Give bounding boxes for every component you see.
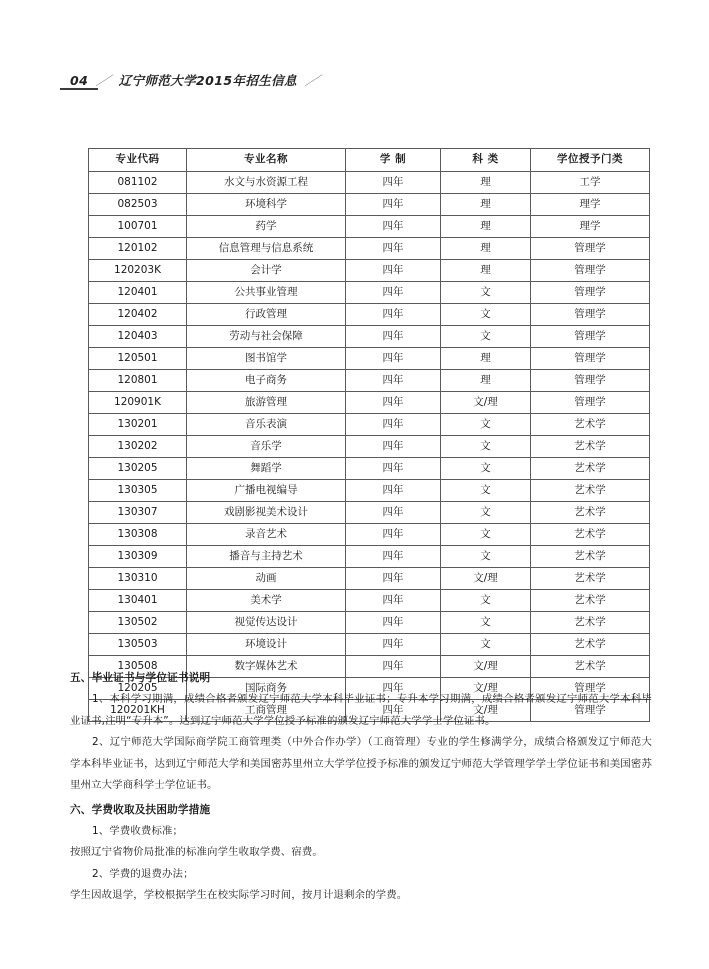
table-row (89, 348, 650, 370)
major-degree: 管理学 (531, 700, 650, 722)
major-length: 四年 (346, 260, 441, 282)
major-type: 理 (441, 216, 531, 238)
major-degree: 管理学 (531, 304, 650, 326)
major-degree: 管理学 (531, 348, 650, 370)
major-code: 130305 (89, 480, 187, 502)
major-name: 舞蹈学 (187, 458, 346, 480)
table-row (89, 634, 650, 656)
table-row (89, 282, 650, 304)
table-row (89, 172, 650, 194)
major-degree: 艺术学 (531, 656, 650, 678)
major-type: 文 (441, 634, 531, 656)
table-row (89, 260, 650, 282)
header-title-group (60, 72, 323, 91)
major-code: 120201KH (89, 700, 187, 722)
majors-table-container (88, 148, 649, 722)
major-name: 会计学 (187, 260, 346, 282)
page-header (60, 58, 660, 90)
section-six-item-2-body: 学生因故退学，学校根据学生在校实际学习时间，按月计退剩余的学费。 (70, 889, 408, 901)
major-type: 文/理 (441, 678, 531, 700)
major-length: 四年 (346, 480, 441, 502)
major-length: 四年 (346, 238, 441, 260)
section-five-item-2: 2、辽宁师范大学国际商学院工商管理类（中外合作办学）（工商管理）专业的学生修满学分，成绩合格颁发辽宁师范大学本科毕业证书，达到辽宁师范大学和美国密苏里州立大学学位授予标准的颁发辽宁师范大学管理学学士学位证书和美国密苏里州立大学商科学士学位证书。 (70, 736, 652, 791)
major-name: 数字媒体艺术 (187, 656, 346, 678)
major-type: 文 (441, 282, 531, 304)
major-code: 130202 (89, 436, 187, 458)
table-row (89, 436, 650, 458)
major-type: 文/理 (441, 392, 531, 414)
major-degree: 管理学 (531, 392, 650, 414)
table-row (89, 326, 650, 348)
section-five-title: 五、毕业证书与学位证书说明 (70, 672, 211, 684)
majors-table (88, 148, 650, 722)
major-type: 文 (441, 458, 531, 480)
column-header-length: 学 制 (346, 149, 441, 172)
major-length: 四年 (346, 172, 441, 194)
major-name: 旅游管理 (187, 392, 346, 414)
major-degree: 管理学 (531, 678, 650, 700)
major-type: 文/理 (441, 568, 531, 590)
major-length: 四年 (346, 282, 441, 304)
major-name: 戏剧影视美术设计 (187, 502, 346, 524)
major-code: 120401 (89, 282, 187, 304)
major-degree: 艺术学 (531, 524, 650, 546)
major-name: 电子商务 (187, 370, 346, 392)
section-six-title: 六、学费收取及扶困助学措施 (70, 803, 211, 816)
major-code: 130502 (89, 612, 187, 634)
table-row (89, 216, 650, 238)
major-name: 图书馆学 (187, 348, 346, 370)
major-type: 文/理 (441, 656, 531, 678)
major-code: 130205 (89, 458, 187, 480)
major-length: 四年 (346, 590, 441, 612)
major-degree: 艺术学 (531, 546, 650, 568)
major-length: 四年 (346, 326, 441, 348)
major-type: 理 (441, 370, 531, 392)
major-name: 视觉传达设计 (187, 612, 346, 634)
major-length: 四年 (346, 502, 441, 524)
section-six-item-1-label: 1、学费收费标准； (92, 824, 184, 837)
table-header-row (89, 149, 650, 172)
major-code: 130503 (89, 634, 187, 656)
major-name: 工商管理 (187, 700, 346, 722)
major-length: 四年 (346, 194, 441, 216)
major-code: 120403 (89, 326, 187, 348)
major-length: 四年 (346, 370, 441, 392)
major-type: 文 (441, 480, 531, 502)
major-length: 四年 (346, 458, 441, 480)
major-type: 文 (441, 502, 531, 524)
major-code: 130309 (89, 546, 187, 568)
table-row (89, 238, 650, 260)
major-degree: 管理学 (531, 282, 650, 304)
major-code: 100701 (89, 216, 187, 238)
major-name: 药学 (187, 216, 346, 238)
section-six-item-2-label: 2、学费的退费办法； (92, 867, 194, 880)
major-length: 四年 (346, 216, 441, 238)
major-code: 120102 (89, 238, 187, 260)
major-name: 信息管理与信息系统 (187, 238, 346, 260)
major-type: 文 (441, 546, 531, 568)
major-degree: 艺术学 (531, 612, 650, 634)
major-code: 130310 (89, 568, 187, 590)
major-code: 120205 (89, 678, 187, 700)
major-length: 四年 (346, 612, 441, 634)
major-degree: 工学 (531, 172, 650, 194)
table-row (89, 304, 650, 326)
major-name: 录音艺术 (187, 524, 346, 546)
major-name: 音乐表演 (187, 414, 346, 436)
major-code: 130307 (89, 502, 187, 524)
page-title: 辽宁师范大学2015年招生信息 (118, 72, 297, 88)
table-row (89, 524, 650, 546)
major-name: 播音与主持艺术 (187, 546, 346, 568)
major-code: 120801 (89, 370, 187, 392)
major-code: 130508 (89, 656, 187, 678)
major-code: 130201 (89, 414, 187, 436)
majors-table-body (89, 172, 650, 722)
table-row (89, 480, 650, 502)
major-name: 广播电视编导 (187, 480, 346, 502)
major-name: 动画 (187, 568, 346, 590)
major-length: 四年 (346, 568, 441, 590)
major-type: 理 (441, 348, 531, 370)
major-length: 四年 (346, 414, 441, 436)
major-code: 120501 (89, 348, 187, 370)
major-name: 水文与水资源工程 (187, 172, 346, 194)
major-name: 音乐学 (187, 436, 346, 458)
major-code: 130308 (89, 524, 187, 546)
major-degree: 艺术学 (531, 436, 650, 458)
table-row (89, 502, 650, 524)
table-row (89, 392, 650, 414)
major-name: 行政管理 (187, 304, 346, 326)
major-type: 理 (441, 172, 531, 194)
table-row (89, 612, 650, 634)
major-degree: 理学 (531, 216, 650, 238)
page-number: 04 (70, 72, 89, 88)
major-length: 四年 (346, 524, 441, 546)
major-length: 四年 (346, 678, 441, 700)
major-code: 082503 (89, 194, 187, 216)
major-name: 国际商务 (187, 678, 346, 700)
major-type: 文 (441, 326, 531, 348)
major-name: 美术学 (187, 590, 346, 612)
document-body (70, 668, 652, 907)
column-header-type: 科 类 (441, 149, 531, 172)
major-degree: 艺术学 (531, 502, 650, 524)
major-type: 理 (441, 260, 531, 282)
major-type: 文 (441, 524, 531, 546)
major-degree: 艺术学 (531, 568, 650, 590)
major-degree: 艺术学 (531, 480, 650, 502)
major-length: 四年 (346, 656, 441, 678)
major-degree: 管理学 (531, 370, 650, 392)
major-code: 130401 (89, 590, 187, 612)
table-row (89, 194, 650, 216)
table-row (89, 458, 650, 480)
major-name: 公共事业管理 (187, 282, 346, 304)
major-length: 四年 (346, 634, 441, 656)
major-code: 081102 (89, 172, 187, 194)
major-name: 环境设计 (187, 634, 346, 656)
column-header-degree: 学位授予门类 (531, 149, 650, 172)
major-length: 四年 (346, 304, 441, 326)
major-type: 文/理 (441, 700, 531, 722)
major-type: 理 (441, 194, 531, 216)
header-slash-left: ／ (95, 72, 113, 88)
major-code: 120901K (89, 392, 187, 414)
section-six-item-1-body: 按照辽宁省物价局批准的标准向学生收取学费、宿费。 (70, 846, 323, 858)
major-type: 文 (441, 612, 531, 634)
header-slash-right: ／ (303, 72, 321, 88)
major-length: 四年 (346, 348, 441, 370)
table-row (89, 568, 650, 590)
major-name: 环境科学 (187, 194, 346, 216)
major-type: 文 (441, 414, 531, 436)
major-degree: 艺术学 (531, 590, 650, 612)
major-name: 劳动与社会保障 (187, 326, 346, 348)
major-type: 文 (441, 304, 531, 326)
major-type: 文 (441, 590, 531, 612)
header-rule (60, 88, 98, 90)
major-code: 120203K (89, 260, 187, 282)
major-length: 四年 (346, 700, 441, 722)
table-row (89, 590, 650, 612)
major-length: 四年 (346, 436, 441, 458)
major-degree: 艺术学 (531, 634, 650, 656)
major-degree: 艺术学 (531, 414, 650, 436)
column-header-name: 专业名称 (187, 149, 346, 172)
major-degree: 理学 (531, 194, 650, 216)
major-code: 120402 (89, 304, 187, 326)
table-row (89, 370, 650, 392)
table-row (89, 414, 650, 436)
major-degree: 管理学 (531, 326, 650, 348)
major-type: 文 (441, 436, 531, 458)
major-length: 四年 (346, 546, 441, 568)
major-degree: 管理学 (531, 238, 650, 260)
major-type: 理 (441, 238, 531, 260)
major-length: 四年 (346, 392, 441, 414)
major-degree: 艺术学 (531, 458, 650, 480)
table-row (89, 546, 650, 568)
section-five-item-1: 1、本科学习期满，成绩合格者颁发辽宁师范大学本科毕业证书；专升本学习期满，成绩合格者颁发辽宁师范大学本科毕业证书,注明“专升本”。达到辽宁师范大学学位授予标准的颁发辽宁师范大学学士学位证书。 (70, 693, 652, 727)
major-degree: 管理学 (531, 260, 650, 282)
column-header-code: 专业代码 (89, 149, 187, 172)
